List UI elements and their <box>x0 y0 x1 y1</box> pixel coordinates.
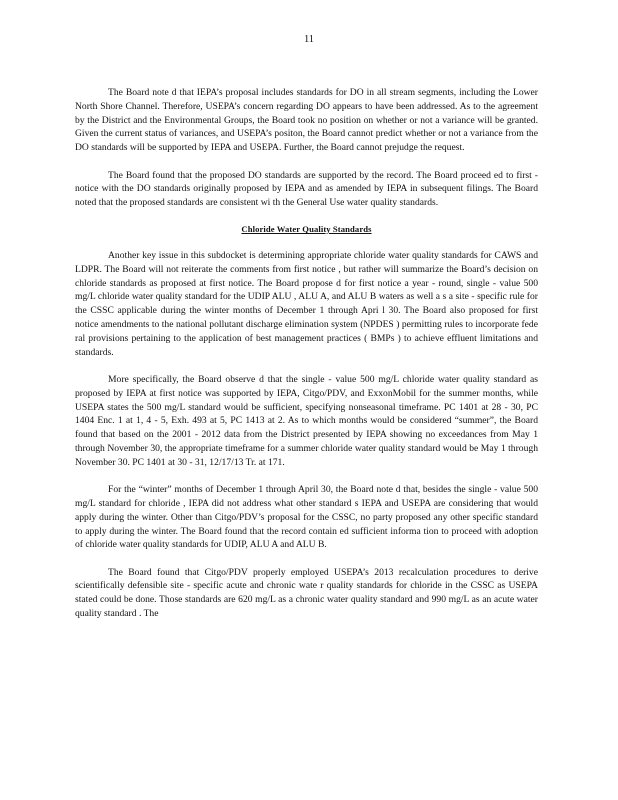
body-text <box>75 86 538 621</box>
paragraph-summer-standard: More specifically, the Board observe d that the single - value 500 mg/L chloride water quality standard as proposed by IEPA at first notice was supported by IEPA, Citgo/PDV, and ExxonMobil for the summer months, while USEPA states the 500 mg/L standard would be sufficient, specifying nonseasonal timeframe. PC 1401 at 28 - 30, PC 1404 Enc. 1 at 1, 4 - 5, Exh. 493 at 5, PC 1413 at 2. As to which months would be considered “summer”, the Board found that based on the 2001 - 2012 data from the District presented by IEPA showing no exceedances from May 1 through November 30, the appropriate timeframe for a summer chloride water quality standard would be May 1 through November 30. PC 1401 at 30 - 31, 12/17/13 Tr. at 171. <box>75 373 538 468</box>
paragraph-chloride-issue: Another key issue in this subdocket is determining appropriate chloride water quality standards for CAWS and LDPR. The Board will not reiterate the comments from first notice , but rather will summarize the Board’s decision on chloride standards as proposed at first notice. The Board propose d for first notice a year - round, single - value 500 mg/L chloride water quality standard for the UDIP ALU , ALU A, and ALU B waters as well a s a site - specific rule for the CSSC applicable during the winter months of December 1 through Apri l 30. The Board also proposed for first notice amendments to the national pollutant discharge elimination system (NPDES ) permitting rules to incorporate fede ral provisions pertaining to the application of best management practices ( BMPs ) to achieve effluent limitations and standards. <box>75 249 538 358</box>
paragraph-do-finding: The Board found that the proposed DO standards are supported by the record. The Board proceed ed to first - notice with the DO standards originally proposed by IEPA and as amended by IEPA in subsequent filings. The Board noted that the proposed standards are consistent wi th the General Use water quality standards. <box>75 169 538 209</box>
paragraph-winter-standard: For the “winter” months of December 1 through April 30, the Board note d that, besides the single - value 500 mg/L standard for chloride , IEPA did not address what other standard s IEPA and USEPA are considering that would apply during the winter. Other than Citgo/PDV’s proposal for the CSSC, no party proposed any other specific standard to apply during the winter. The Board found that the record contain ed sufficient informa tion to proceed with adoption of chloride water quality standards for UDIP, ALU A and ALU B. <box>75 484 538 551</box>
paragraph-do-proposal: The Board note d that IEPA’s proposal includes standards for DO in all stream segments, including the Lower North Shore Channel. Therefore, USEPA’s concern regarding DO appears to have been addressed. As to the agreement by the District and the Environmental Groups, the Board took no position on whether or not a variance will be granted. Given the current status of variances, and USEPA’s positon, the Board cannot predict whether or not a variance from the DO standards will be supported by IEPA and USEPA. Further, the Board cannot prejudge the request. <box>75 87 538 154</box>
page-number: 11 <box>303 34 315 45</box>
section-heading-text: Chloride Water Quality Standards <box>241 223 372 234</box>
paragraph-cssc-standards: The Board found that Citgo/PDV properly employed USEPA’s 2013 recalculation procedures to derive scientifically defensible site - specific acute and chronic wate r quality standards for chloride in the CSSC as USEPA stated could be done. Those standards are 620 mg/L as a chronic water quality standard and 990 mg/L as an acute water quality standard . The <box>75 566 538 620</box>
section-heading <box>75 223 538 235</box>
